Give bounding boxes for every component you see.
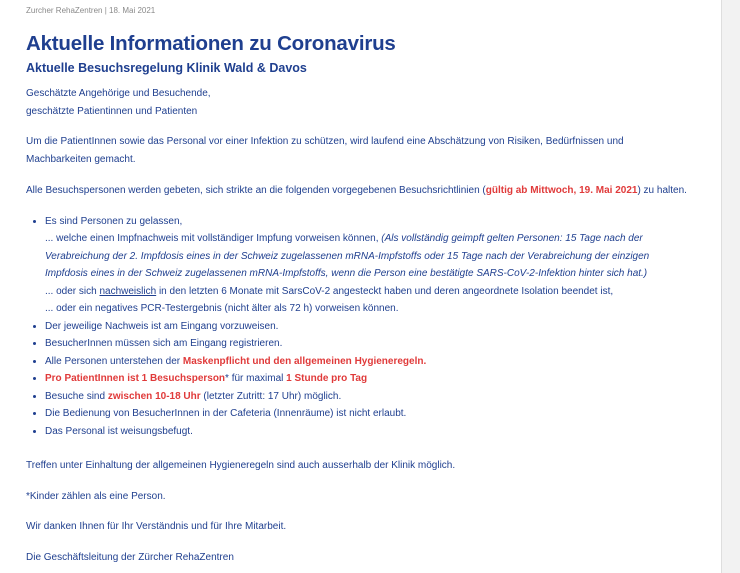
rule-6-highlight: zwischen 10-18 Uhr bbox=[107, 390, 201, 402]
intro-paragraph: Um die PatientInnen sowie das Personal vor einer Infektion zu schützen, wird laufend eine Abschätzung von Risiken, Bedürfnissen und Machbarkeiten gemacht. bbox=[26, 136, 624, 165]
list-item: • Die Bedienung von BesucherInnen in der Cafeteria (Innenräume) ist nicht erlaubt. bbox=[45, 405, 685, 423]
page-title: Aktuelle Informationen zu Coronavirus bbox=[26, 32, 396, 55]
notice-valid-date: gültig ab Mittwoch, 19. Mai 2021 bbox=[485, 185, 638, 196]
rule-1-recovered-post: in den letzten 6 Monate mit SarsCoV-2 angesteckt haben und deren angeordnete Isolation beendet ist, bbox=[156, 285, 614, 297]
list-item bbox=[45, 213, 685, 318]
list-item: • BesucherInnen müssen sich am Eingang registrieren. bbox=[45, 335, 685, 353]
thanks-paragraph: Wir danken Ihnen für Ihr Verständnis und für Ihre Mitarbeit. bbox=[26, 521, 287, 532]
greeting bbox=[26, 85, 721, 120]
list-item bbox=[45, 370, 685, 388]
meeting-paragraph: Treffen unter Einhaltung der allgemeinen Hygieneregeln sind auch ausserhalb der Klinik möglich. bbox=[26, 460, 456, 471]
rule-1-vaccine-note: (Als vollständig geimpft gelten Personen: 15 Tage nach der Verabreichung der 2. Impfdosis eines in der Schweiz zugelassenen mRNA-Impfstoffs oder 15 Tage nach der Verabreichung der einzigen Impfdosis eines in der Schweiz zugelassenen mRNA-Impfstoffs, wenn die Person eine bestätigte SARS-CoV-2-Infektion hinter sich hat.) bbox=[45, 233, 650, 279]
rule-1-head: Es sind Personen zu gelassen, bbox=[45, 215, 183, 227]
list-item: • Der jeweilige Nachweis ist am Eingang vorzuweisen. bbox=[45, 318, 685, 336]
rule-6-pre: Besuche sind bbox=[45, 390, 108, 402]
rule-5-highlight-1: Pro PatientInnen ist 1 Besuchsperson bbox=[45, 373, 226, 384]
nachweislich-link[interactable]: nachweislich bbox=[99, 285, 157, 297]
rule-4-highlight: Maskenpflicht und den allgemeinen Hygieneregeln. bbox=[182, 355, 427, 367]
children-note: *Kinder zählen als eine Person. bbox=[26, 490, 166, 502]
rules-list bbox=[26, 213, 721, 441]
notice-text-before: Alle Besuchspersonen werden gebeten, sich strikte an die folgenden vorgegebenen Besuchsrichtlinien ( bbox=[26, 185, 486, 196]
rule-1-condition-vaccine bbox=[45, 230, 685, 283]
list-item bbox=[45, 353, 685, 371]
list-item bbox=[45, 388, 685, 406]
rule-4-pre: Alle Personen unterstehen der bbox=[45, 355, 183, 367]
greeting-line-1: Geschätzte Angehörige und Besuchende, bbox=[26, 88, 211, 99]
list-item: • Das Personal ist weisungsbefugt. bbox=[45, 423, 685, 441]
rule-1-condition-pcr: ... oder ein negatives PCR-Testergebnis (nicht älter als 72 h) vorweisen können. bbox=[45, 303, 399, 314]
rule-1-vaccine-text: ... welche einen Impfnachweis mit vollständiger Impfung vorweisen können, bbox=[45, 233, 382, 244]
rule-5-highlight-2: 1 Stunde pro Tag bbox=[286, 373, 368, 384]
rule-1-recovered-pre: ... oder sich bbox=[45, 285, 100, 297]
notice-paragraph bbox=[26, 182, 721, 200]
article-meta: Zurcher RehaZentren | 18. Mai 2021 bbox=[26, 6, 156, 15]
rule-5-mid: * für maximal bbox=[225, 373, 287, 384]
rule-1-condition-recovered bbox=[45, 283, 685, 301]
page-subtitle: Aktuelle Besuchsregelung Klinik Wald & Davos bbox=[26, 61, 307, 75]
greeting-line-2: geschätzte Patientinnen und Patienten bbox=[26, 105, 198, 117]
rule-6-post: (letzter Zutritt: 17 Uhr) möglich. bbox=[200, 390, 342, 402]
notice-text-after: ) zu halten. bbox=[637, 185, 687, 196]
signature: Die Geschäftsleitung der Zürcher RehaZentren bbox=[26, 551, 234, 563]
